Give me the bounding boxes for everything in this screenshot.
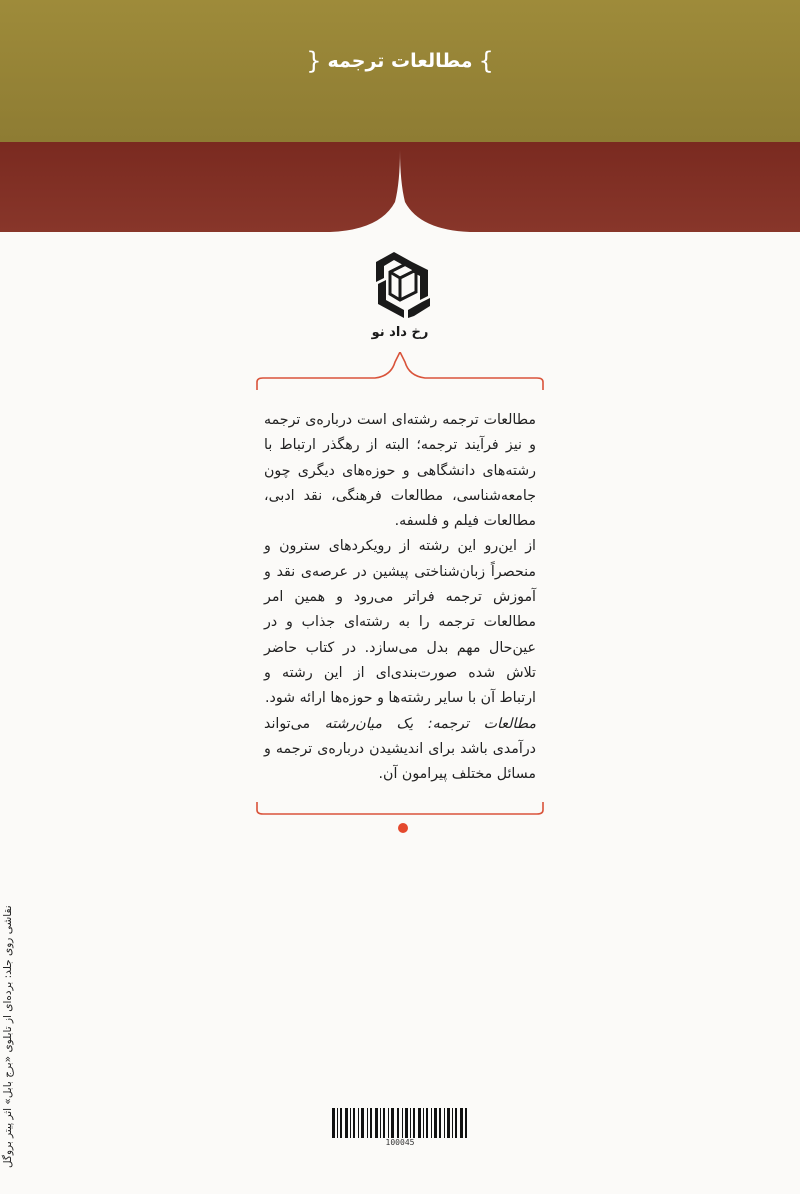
barcode [330, 1108, 470, 1138]
brace-right: } [478, 47, 494, 75]
brace-left: { [306, 47, 322, 75]
text-frame-top [255, 352, 545, 392]
cover-art-credit: نقاشی روی جلد: برده‌ای از تابلوی «برج بابل» اثر پیتر بروگل [2, 905, 14, 1168]
publisher-name: رخ داد نو [371, 325, 429, 340]
book-title-italic: مطالعات ترجمه: یک میان‌رشته [324, 715, 536, 732]
blurb-paragraph-3 [264, 712, 536, 788]
publisher-logo-icon [364, 248, 436, 320]
blurb-paragraph-2: از این‌رو این رشته از رویکردهای سترون و منحصراً زبان‌شناختی پیشین در عرصه‌ی نقد و آموزش ترجمه فراتر می‌رود و همین امر مطالعات ترجمه را به رشته‌ای جذاب و در عین‌حال مهم بدل می‌سازد. در کتاب حاضر تلاش شده صورت‌بندی‌ای از این رشته و ارتباط آن با سایر رشته‌ها و حوزه‌ها ارائه شود. [264, 538, 536, 707]
series-title [300, 44, 500, 78]
blurb-paragraph-1: مطالعات ترجمه رشته‌ای است درباره‌ی ترجمه و نیز فرآیند ترجمه؛ البته از رهگذر ارتباط با رشته‌های دانشگاهی و حوزه‌های دیگری چون جامعه‌شناسی، مطالعات فرهنگی، نقد ادبی، مطالعات فیلم و فلسفه. [264, 412, 536, 530]
text-frame-bottom [255, 800, 545, 840]
barcode-number: 100045 [385, 1138, 415, 1147]
back-cover-blurb [264, 408, 536, 787]
series-title-text: مطالعات ترجمه [327, 50, 473, 72]
arch-ornament [0, 142, 800, 234]
closing-text: می‌تواند درآمدی باشد برای اندیشیدن درباره‌ی ترجمه و مسائل مختلف پیرامون آن. [264, 715, 536, 783]
